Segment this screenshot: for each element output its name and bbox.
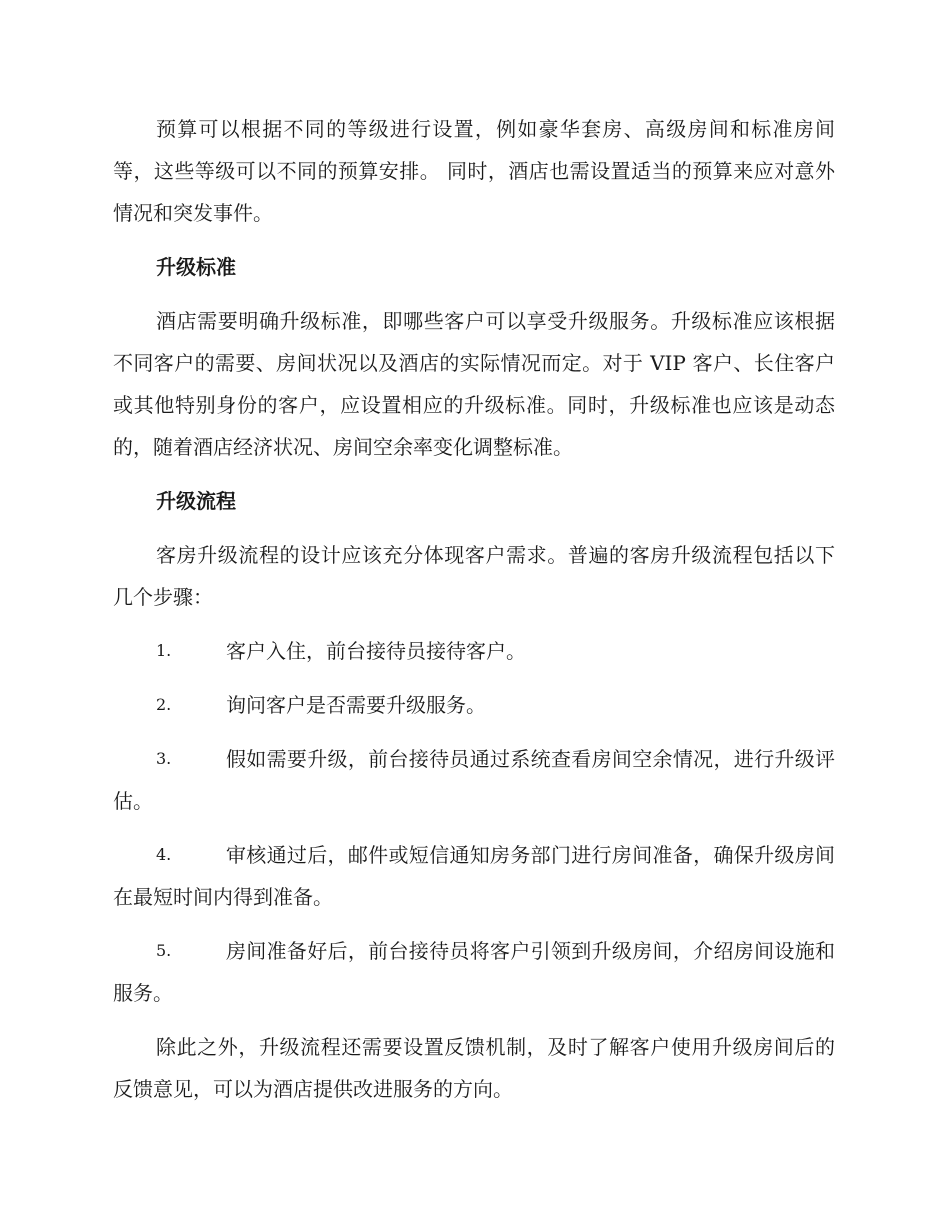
list-text: 询问客户是否需要升级服务。 (226, 693, 486, 717)
list-number: 5. (156, 941, 172, 960)
upgrade-standard-paragraph: 酒店需要明确升级标准，即哪些客户可以享受升级服务。升级标准应该根据不同客户的需要、房间状况以及酒店的实际情况而定。对于 VIP 客户、长住客户或其他特别身份的客户，应设置相应的升级标准。同时，升级标准也应该是动态的，随着酒店经济状况、房间空余率变化调整标准。 (113, 309, 835, 459)
upgrade-process-intro: 客房升级流程的设计应该充分体现客户需求。普遍的客房升级流程包括以下几个步骤： (113, 543, 835, 609)
list-item (113, 630, 835, 672)
feedback-paragraph: 除此之外，升级流程还需要设置反馈机制，及时了解客户使用升级房间后的反馈意见，可以为酒店提供改进服务的方向。 (113, 1035, 835, 1101)
list-item (113, 930, 835, 1014)
list-number: 2. (156, 695, 172, 714)
list-text: 房间准备好后，前台接待员将客户引领到升级房间，介绍房间设施和服务。 (113, 939, 835, 1005)
list-number: 1. (156, 641, 172, 660)
upgrade-process-heading: 升级流程 (156, 489, 236, 513)
list-text: 假如需要升级，前台接待员通过系统查看房间空余情况，进行升级评估。 (113, 747, 835, 813)
upgrade-standard-heading: 升级标准 (156, 255, 236, 279)
list-text: 审核通过后，邮件或短信通知房务部门进行房间准备，确保升级房间在最短时间内得到准备。 (113, 843, 835, 909)
list-number: 3. (156, 749, 172, 768)
budget-paragraph: 预算可以根据不同的等级进行设置，例如豪华套房、高级房间和标准房间等，这些等级可以不同的预算安排。 同时，酒店也需设置适当的预算来应对意外情况和突发事件。 (113, 117, 835, 225)
steps-list (113, 630, 835, 1014)
list-text: 客户入住，前台接待员接待客户。 (226, 639, 526, 663)
list-number: 4. (156, 845, 172, 864)
list-item (113, 684, 835, 726)
document-page (113, 108, 835, 1110)
list-item (113, 834, 835, 918)
list-item (113, 738, 835, 822)
